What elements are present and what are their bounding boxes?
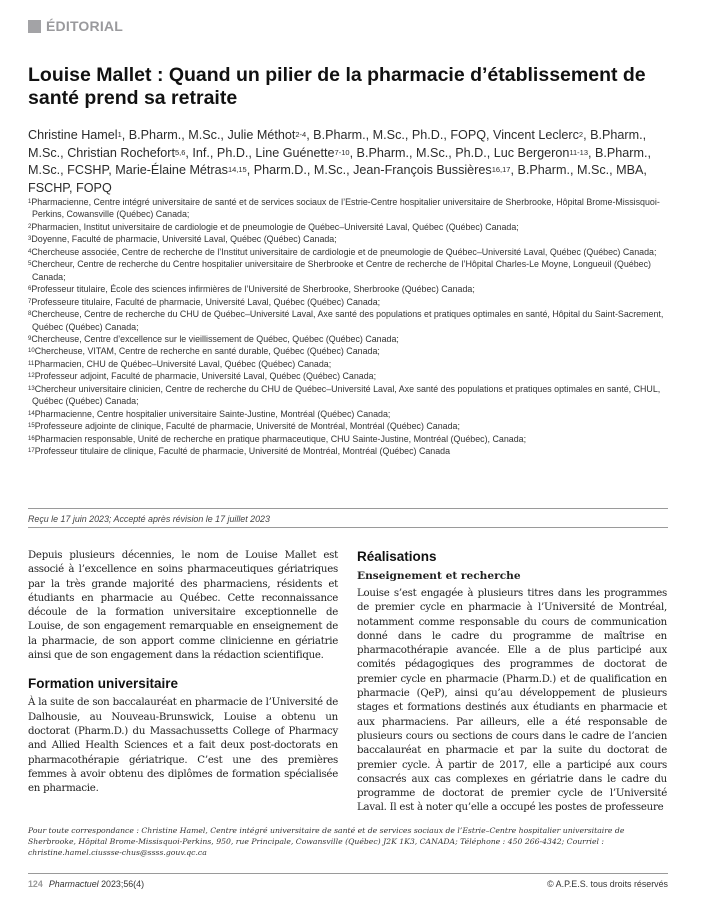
author-list [28,127,678,197]
affiliation-item: $^5$Chercheur, Centre de recherche du Centre hospitalier universitaire de Sherbrooke et Centre de recherche de l’Hôpital Charles-Le Moyne, Longueuil (Québec) Canada; [28,259,651,282]
section-label: ÉDITORIAL [46,18,123,34]
author: Christian Rochefort$^{5,6}$, Inf., Ph.D., [67,145,256,160]
footer-left [28,879,144,889]
footer-rule [28,873,668,874]
heading-realisations: Réalisations [357,549,437,564]
author: Marie-Élaine Métras$^{14,15}$, Pharm.D., M.Sc., [115,163,354,178]
affiliation-item: $^{12}$Professeur adjoint, Faculté de pharmacie, Université Laval, Québec (Québec) Canada; [28,371,377,382]
intro-paragraph: Depuis plusieurs décennies, le nom de Louise Mallet est associé à l’excellence en soins pharmaceutiques gériatriques par la très grande majorité des pharmaciens, résidents et étudiants en pharmacie au Québec. Cette reconnaissance découle de la formation universitaire exceptionnelle de Louise, de son engagement remarquable en enseignement de la pharmacie, de son apport comme clinicienne en gériatrie ainsi que de son engagement dans la rédaction scientifique. [28,550,338,662]
right-column [357,549,667,816]
article-title: Louise Mallet : Quand un pilier de la pharmacie d’établissement de santé prend sa retraite [28,64,646,109]
divider-top [28,508,668,509]
correspondence-note: Pour toute correspondance : Christine Hamel, Centre intégré universitaire de santé et de services sociaux de l’Estrie–Centre hospitalier universitaire de Sherbrooke, Hôpital Brome-Missisquoi-Perkins, 950, rue Principale, Cowansville (Québec) J2K 1K3, CANADA; Téléphone : 450 266-4342; Courriel : christine.hamel.ciussse-chus@ssss.gouv.qc.ca [28,826,625,858]
section-tag [28,18,123,34]
affiliation-item: $^{11}$Pharmacien, CHU de Québec–Université Laval, Québec (Québec) Canada; [28,358,332,369]
affiliation-item: $^6$Professeur titulaire, École des sciences infirmières de l’Université de Sherbrooke, Sherbrooke (Québec) Canada; [28,284,475,295]
affiliation-list [28,196,678,458]
affiliation-item: $^3$Doyenne, Faculté de pharmacie, Université Laval, Québec (Québec) Canada; [28,234,337,245]
copyright: © A.P.E.S. tous droits réservés [547,879,668,889]
formation-paragraph: À la suite de son baccalauréat en pharmacie de l’Université de Dalhousie, au Nouveau-Brunswick, Louise a obtenu un doctorat (Pharm.D.) du Massachussetts College of Pharmacy and Allied Health Sciences et a fait deux post-doctorats en pharmacothérapie gériatrique. C’est une des premières femmes à avoir obtenu des diplômes de formation spécialisée en pharmacie. [28,697,338,795]
left-column [28,549,338,796]
affiliation-item: $^{15}$Professeure adjointe de clinique, Faculté de pharmacie, Université de Montréal, Montréal (Québec) Canada; [28,421,460,432]
affiliation-item: $^{17}$Professeur titulaire de clinique, Faculté de pharmacie, Université de Montréal, Montréal (Québec) Canada [28,446,451,457]
affiliation-item: $^{13}$Chercheur universitaire clinicien, Centre de recherche du CHU de Québec–Université Laval, Axe santé des populations et pratiques optimales en santé, CHUL, Québec (Québec) Canada; [28,383,661,407]
enseignement-paragraph: Louise s’est engagée à plusieurs titres dans les programmes de premier cycle en pharmacie à l’Université de Montréal, notamment comme responsable du cours de communication donné dans le cadre du programme de maîtrise en pharmacothérapie avancée. Elle a de plus participé aux comités pédagogiques des programmes de doctorat de premier cycle en pharmacie (Pharm.D.) et de qualification en pharmacie (QeP), ainsi qu’au développement de plusieurs stages et formations destinés aux étudiants en pharmacie et aux pharmaciens. Par ailleurs, elle a été responsable de plusieurs cours ou sections de cours dans le cadre de l’ancien baccalauréat en pharmacie et par la suite du doctorat de premier cycle. À partir de 2017, elle a participé aux cours consacrés aux cas complexes en gériatrie dans le cadre du programme de doctorat de premier cycle de l’Université Laval. Il est à noter qu’elle a occupé les postes de professeure [357,588,667,814]
journal-citation: 2023;56(4) [98,879,145,889]
page-footer [28,879,668,889]
affiliation-item: $^1$Pharmacienne, Centre intégré universitaire de santé et de services sociaux de l’Estrie-Centre hospitalier universitaire de Sherbrooke, Hôpital Brome-Missisquoi-Perkins, Cowansville (Québec) Canada; [28,197,660,220]
page-number: 124 [28,879,43,889]
divider-bottom [28,527,668,528]
author: Julie Méthot$^{2-4}$, B.Pharm., M.Sc., Ph.D., FOPQ, [227,128,494,142]
author: Luc Bergeron$^{11-13}$, B.Pharm., M.Sc., FCSHP, [28,145,651,178]
affiliation-item: $^8$Chercheuse, Centre de recherche du CHU de Québec–Université Laval, Axe santé des populations et pratiques optimales en santé, Hôpital du Saint-Sacrement, Québec (Québec) Canada; [28,309,664,332]
received-dates: Reçu le 17 juin 2023; Accepté après révision le 17 juillet 2023 [28,514,270,524]
affiliation-item: $^{10}$Chercheuse, VITAM, Centre de recherche en santé durable, Québec (Québec) Canada; [28,346,380,357]
affiliation-item: $^2$Pharmacien, Institut universitaire de cardiologie et de pneumologie de Québec–Université Laval, Québec (Québec) Canada; [28,221,519,232]
affiliation-item: $^4$Chercheuse associée, Centre de recherche de l’Institut universitaire de cardiologie et de pneumologie de Québec–Université Laval, Québec (Québec) Canada; [28,246,657,257]
affiliation-item: $^{14}$Pharmacienne, Centre hospitalier universitaire Sainte-Justine, Montréal (Québec) Canada; [28,408,391,419]
heading-formation: Formation universitaire [28,676,179,692]
author: Jean-François Bussières$^{16,17}$, B.Pharm., M.Sc., MBA, FSCHP, FOPQ [28,163,647,195]
author: Line Guénette$^{7-10}$, B.Pharm., M.Sc., Ph.D., [255,145,494,160]
affiliation-item: $^{16}$Pharmacien responsable, Unité de recherche en pratique pharmaceutique, CHU Sainte-Justine, Montréal (Québec), Canada; [28,433,527,444]
author: Christine Hamel$^1$, B.Pharm., M.Sc., [28,128,228,142]
affiliation-item: $^9$Chercheuse, Centre d’excellence sur le vieillissement de Québec, Québec (Québec) Canada; [28,333,399,344]
section-square-icon [28,20,41,33]
journal-name: Pharmactuel [48,879,99,889]
subheading-enseignement: Enseignement et recherche [357,570,521,582]
affiliation-item: $^7$Professeure titulaire, Faculté de pharmacie, Université Laval, Québec (Québec) Canada; [28,296,381,307]
author: Vincent Leclerc$^2$, B.Pharm., M.Sc., [28,128,647,160]
